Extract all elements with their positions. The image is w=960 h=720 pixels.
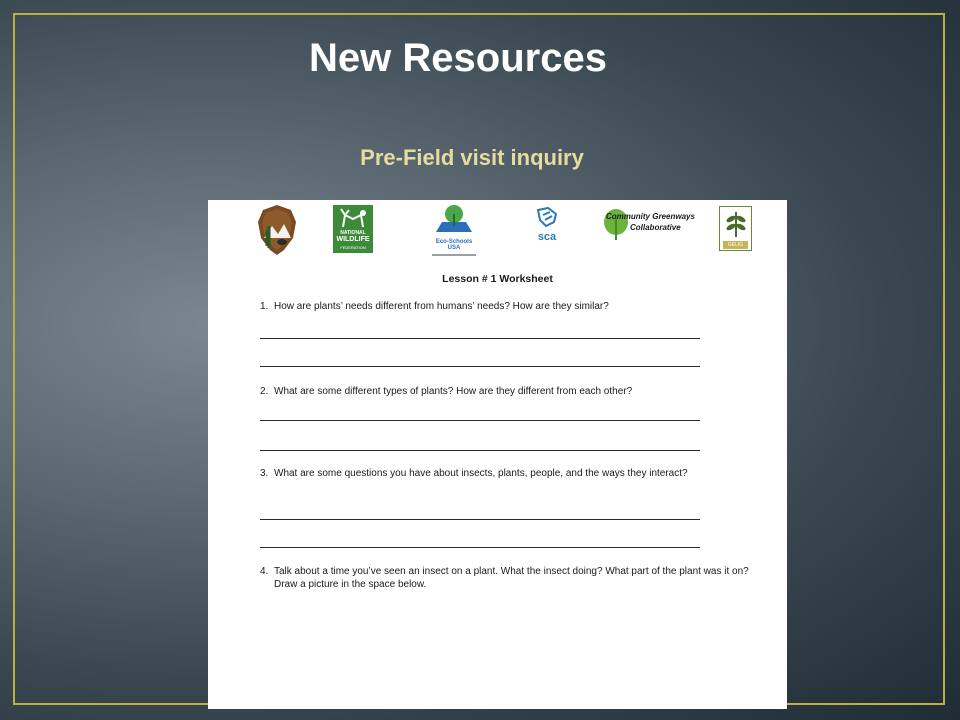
answer-line [260,519,700,520]
nwf-line-2: WILDLIFE [336,236,370,243]
question-2 [260,385,760,398]
cgc-line-1: Community Greenways [606,212,695,221]
answer-line [260,366,700,367]
question-text: What are some questions you have about insects, plants, people, and the ways they interact? [274,468,688,479]
slide-title: New Resources [309,36,607,80]
worksheet-heading: Lesson # 1 Worksheet [442,273,553,285]
question-number: 4. [260,566,269,577]
question-1 [260,300,760,313]
nwf-line-1: NATIONAL [340,230,366,236]
gelig-logo-text: GELIG [723,241,748,249]
eco-schools-usa-logo [434,204,479,256]
cgc-line-2: Collaborative [630,223,681,232]
national-park-service-logo [256,204,298,261]
question-3 [260,467,700,480]
question-number: 2. [260,386,269,397]
question-number: 1. [260,301,269,312]
answer-line [260,547,700,548]
question-number: 3. [260,468,269,479]
question-text: Talk about a time you’ve seen an insect on a plant. What the insect doing? What part of the plant was it on? Draw a picture in the space below. [274,566,749,590]
question-text: What are some different types of plants? How are they different from each other? [274,386,633,397]
gelig-logo [719,206,752,251]
slide-subtitle: Pre-Field visit inquiry [360,145,584,170]
nwf-line-3: FEDERATION [340,245,366,250]
national-wildlife-federation-logo [333,205,373,253]
sca-logo-text: sca [537,231,557,243]
eco-schools-usa-logo-text: Eco-Schools USA [435,239,473,251]
sca-logo [534,206,560,243]
question-4 [260,565,750,591]
answer-line [260,420,700,421]
question-text: How are plants’ needs different from humans’ needs? How are they similar? [274,301,609,312]
worksheet-image [208,200,787,709]
answer-line [260,450,700,451]
answer-line [260,338,700,339]
